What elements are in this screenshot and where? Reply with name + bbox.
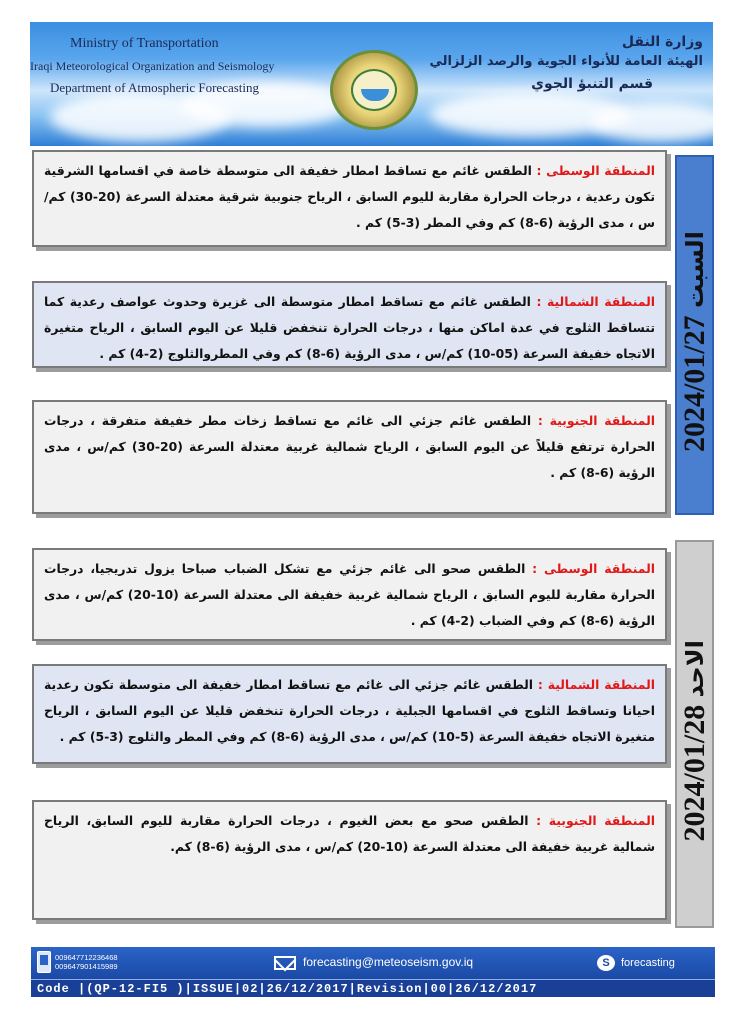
forecast-box-day2-south	[32, 800, 667, 920]
date-bar-day1	[675, 155, 714, 515]
phone-number-1: 009647712236468	[55, 953, 118, 962]
region-label: المنطقة الوسطى :	[532, 561, 655, 576]
forecast-box-day1-central	[32, 150, 667, 247]
organization-name-ar: الهيئة العامة للأنواء الجوية والرصد الزلزالي	[429, 54, 703, 69]
region-label: المنطقة الجنوبية :	[536, 813, 655, 828]
skype-icon: S	[597, 955, 615, 971]
footer-bar	[31, 947, 715, 997]
ministry-name-en: Ministry of Transportation	[70, 36, 219, 51]
document-code: Code |(QP-12-FI5 )|ISSUE|02|26/12/2017|Revision|00|26/12/2017	[37, 981, 538, 996]
date-bar-day2	[675, 540, 714, 928]
department-name-en: Department of Atmospheric Forecasting	[50, 80, 260, 95]
region-label: المنطقة الشمالية :	[537, 677, 655, 692]
document-code-strip	[31, 979, 715, 997]
forecast-text: الطقس غائم جزئي الى غائم مع تساقط زخات مطر خفيفة متفرقة ، درجات الحرارة ترتفع قليلاً عن اليوم السابق ، الرياح شمالية غربية معتدلة السرعة (20-30) كم/س ، مدى الرؤية (6-8) كم .	[44, 413, 655, 480]
forecast-text: الطقس غائم مع تساقط امطار خفيفة الى متوسطة خاصة في اقسامها الشرقية تكون رعدية ، درجات الحرارة مقاربة لليوم السابق ، الرياح جنوبية شرقية معتدلة السرعة (20-30) كم/س ، مدى الرؤية (6-8) كم وفي المطر (3-5) كم .	[44, 163, 655, 230]
day-name: الاحد	[680, 640, 709, 698]
header-banner	[30, 22, 713, 146]
mail-icon	[274, 956, 296, 970]
region-label: المنطقة الوسطى :	[536, 163, 655, 178]
ministry-name-ar: وزارة النقل	[621, 34, 703, 50]
department-name-ar: قسم التنبؤ الجوي	[531, 76, 653, 92]
email-address[interactable]: forecasting@meteoseism.gov.iq	[303, 955, 474, 969]
forecast-box-day2-central	[32, 548, 667, 641]
footer-contact-strip	[31, 947, 715, 979]
date-label-day1	[678, 217, 712, 452]
region-label: المنطقة الشمالية :	[536, 294, 655, 309]
phone-number-2: 009647901415989	[55, 962, 118, 971]
forecast-text: الطقس غائم مع تساقط امطار متوسطة الى غزيرة وحدوث عواصف رعدية كما تتساقط الثلوج في عدة اماكن منها ، درجات الحرارة تنخفض قليلا عن اليوم السابق ، الرياح متغيرة الاتجاه خفيفة السرعة (05-10) كم/س ، مدى الرؤية (6-8) كم وفي المطروالثلوج (2-4) كم .	[44, 294, 655, 361]
forecast-box-day1-north	[32, 281, 667, 368]
date-value: 2024/01/28	[677, 705, 711, 842]
organization-logo	[330, 50, 418, 130]
skype-handle[interactable]: forecasting	[621, 957, 675, 969]
phone-numbers	[55, 953, 118, 971]
date-value: 2024/01/27	[677, 315, 711, 453]
forecast-box-day2-north	[32, 664, 667, 764]
phone-icon	[37, 951, 51, 973]
date-label-day2	[678, 626, 712, 841]
forecast-text: الطقس صحو مع بعض الغيوم ، درجات الحرارة مقاربة لليوم السابق، الرياح شمالية غربية خفيفة الى معتدلة السرعة (10-20) كم/س ، مدى الرؤية (6-8) كم.	[44, 813, 655, 854]
forecast-text: الطقس غائم جزئي الى غائم مع تساقط امطار خفيفة الى متوسطة تكون رعدية احيانا وتساقط الثلوج في اقسامها الجبلية ، درجات الحرارة تنخفض قليلا عن اليوم السابق ، الرياح متغيرة الاتجاه خفيفة السرعة (5-10) كم/س ، مدى الرؤية (6-8) كم وفي المطر والثلوج (3-5) كم .	[44, 677, 655, 744]
day-name: السبت	[680, 231, 709, 309]
forecast-box-day1-south	[32, 400, 667, 514]
cloud-decoration	[590, 102, 713, 142]
forecast-text: الطقس صحو الى غائم جزئي مع تشكل الضباب صباحا يزول تدريجيا، درجات الحرارة مقاربة لليوم السابق ، الرياح شمالية غربية خفيفة الى معتدلة السرعة (10-20) كم/س ، مدى الرؤية (6-8) كم وفي الضباب (2-4) كم .	[44, 561, 655, 628]
organization-name-en: Iraqi Meteorological Organization and Seismology	[30, 59, 275, 73]
region-label: المنطقة الجنوبية :	[537, 413, 655, 428]
